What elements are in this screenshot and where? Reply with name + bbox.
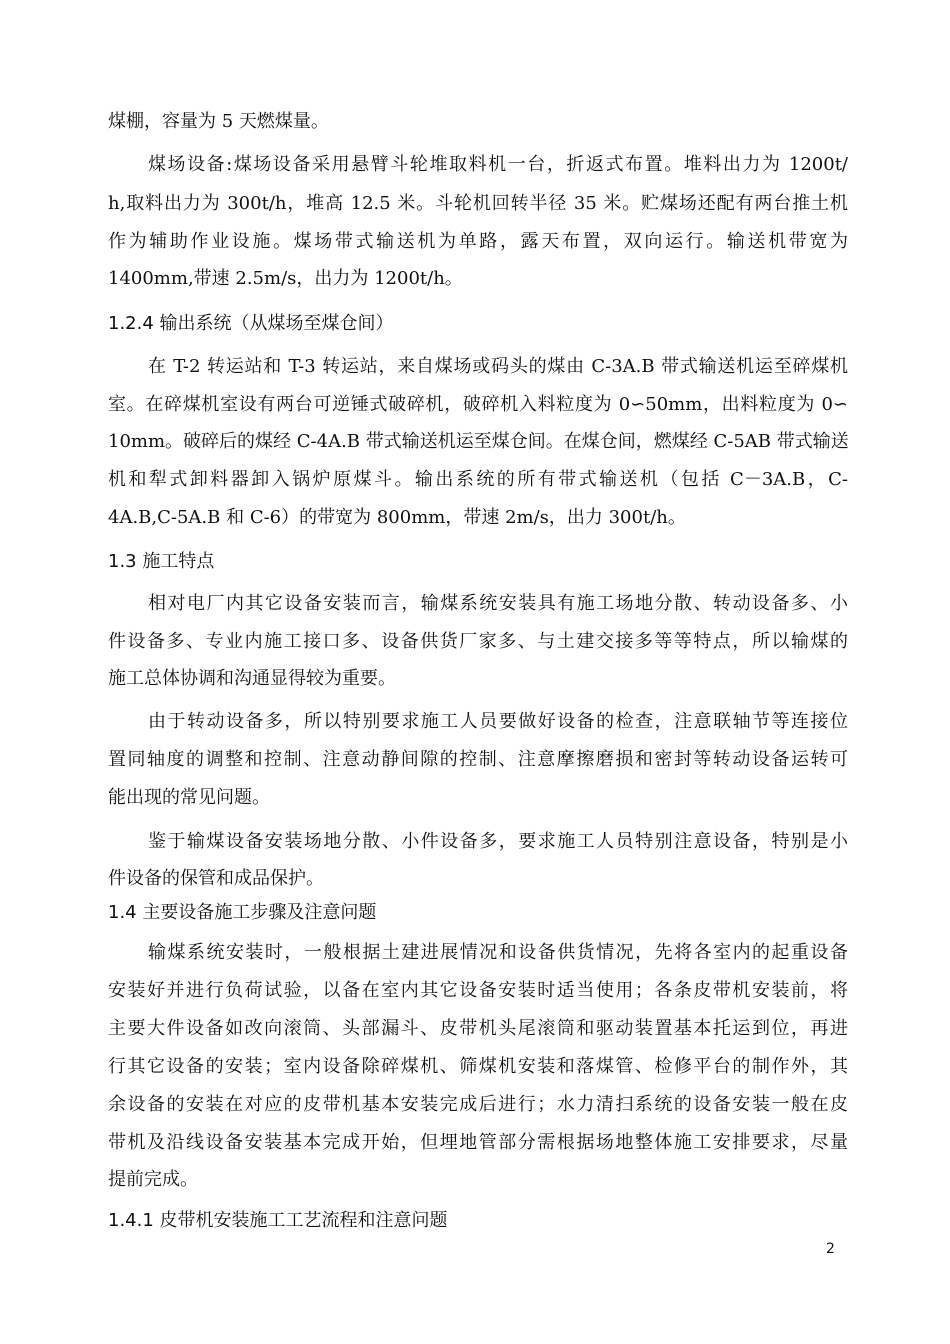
text-line: 煤场设备:煤场设备采用悬臂斗轮堆取料机一台，折返式布置。堆料出力为 1200t/ xyxy=(148,154,848,175)
text-line: 10mm。破碎后的煤经 C-4A.B 带式输送机运至煤仓间。在煤仓间，燃煤经 C-5AB 带式输送 xyxy=(108,431,849,452)
paragraph-coal-shed-line: 煤棚，容量为 5 天燃煤量。 xyxy=(108,111,329,132)
text-line: 输煤系统安装时，一般根据土建进展情况和设备供货情况，先将各室内的起重设备 xyxy=(148,942,848,963)
section-heading-1-2-4: 1.2.4 输出系统（从煤场至煤仓间） xyxy=(108,313,394,334)
text-line: 余设备的安装在对应的皮带机基本安装完成后进行；水力清扫系统的设备安装一般在皮 xyxy=(108,1094,848,1115)
text-line: 1400mm,带速 2.5m/s，出力为 1200t/h。 xyxy=(108,268,463,289)
page-number: 2 xyxy=(826,1241,835,1257)
text-line: 置同轴度的调整和控制、注意动静间隙的控制、注意摩擦磨损和密封等转动设备运转可 xyxy=(108,749,848,770)
text-line: 件设备的保管和成品保护。 xyxy=(108,868,324,889)
text-line: 安装好并进行负荷试验，以备在室内其它设备安装时适当使用；各条皮带机安装前，将 xyxy=(108,980,848,1001)
text-line: 施工总体协调和沟通显得较为重要。 xyxy=(108,668,396,689)
section-heading-1-3: 1.3 施工特点 xyxy=(108,551,215,572)
text-line: 件设备多、专业内施工接口多、设备供货厂家多、与土建交接多等等特点，所以输煤的 xyxy=(108,631,848,652)
text-line: h,取料出力为 300t/h，堆高 12.5 米。斗轮机回转半径 35 米。贮煤场还配有两台推土机 xyxy=(108,193,848,214)
text-line: 带机及沿线设备安装基本完成开始，但埋地管部分需根据场地整体施工安排要求，尽量 xyxy=(108,1132,848,1153)
section-heading-1-4-1: 1.4.1 皮带机安装施工工艺流程和注意问题 xyxy=(108,1210,448,1231)
text-line: 提前完成。 xyxy=(108,1169,198,1190)
text-line: 机和犁式卸料器卸入锅炉原煤斗。输出系统的所有带式输送机（包括 C－3A.B，C- xyxy=(108,469,848,490)
section-heading-1-4: 1.4 主要设备施工步骤及注意问题 xyxy=(108,902,377,923)
text-line: 能出现的常见问题。 xyxy=(108,787,270,808)
text-line: 作为辅助作业设施。煤场带式输送机为单路，露天布置，双向运行。输送机带宽为 xyxy=(108,231,848,252)
text-line: 相对电厂内其它设备安装而言，输煤系统安装具有施工场地分散、转动设备多、小 xyxy=(148,593,848,614)
text-line: 主要大件设备如改向滚筒、头部漏斗、皮带机头尾滚筒和驱动装置基本托运到位，再进 xyxy=(108,1018,848,1039)
text-line: 4A.B,C-5A.B 和 C-6）的带宽为 800mm，带速 2m/s，出力 300t/h。 xyxy=(108,507,686,528)
text-line: 在 T-2 转运站和 T-3 转运站，来自煤场或码头的煤由 C-3A.B 带式输送机运至碎煤机 xyxy=(148,356,848,377)
text-line: 鉴于输煤设备安装场地分散、小件设备多，要求施工人员特别注意设备，特别是小 xyxy=(148,831,848,852)
text-line: 室。在碎煤机室设有两台可逆锤式破碎机，破碎机入料粒度为 0∽50mm，出料粒度为 0∽ xyxy=(108,394,848,415)
text-line: 行其它设备的安装；室内设备除碎煤机、筛煤机安装和落煤管、检修平台的制作外，其 xyxy=(108,1056,848,1077)
text-line: 由于转动设备多，所以特别要求施工人员要做好设备的检查，注意联轴节等连接位 xyxy=(148,711,848,732)
